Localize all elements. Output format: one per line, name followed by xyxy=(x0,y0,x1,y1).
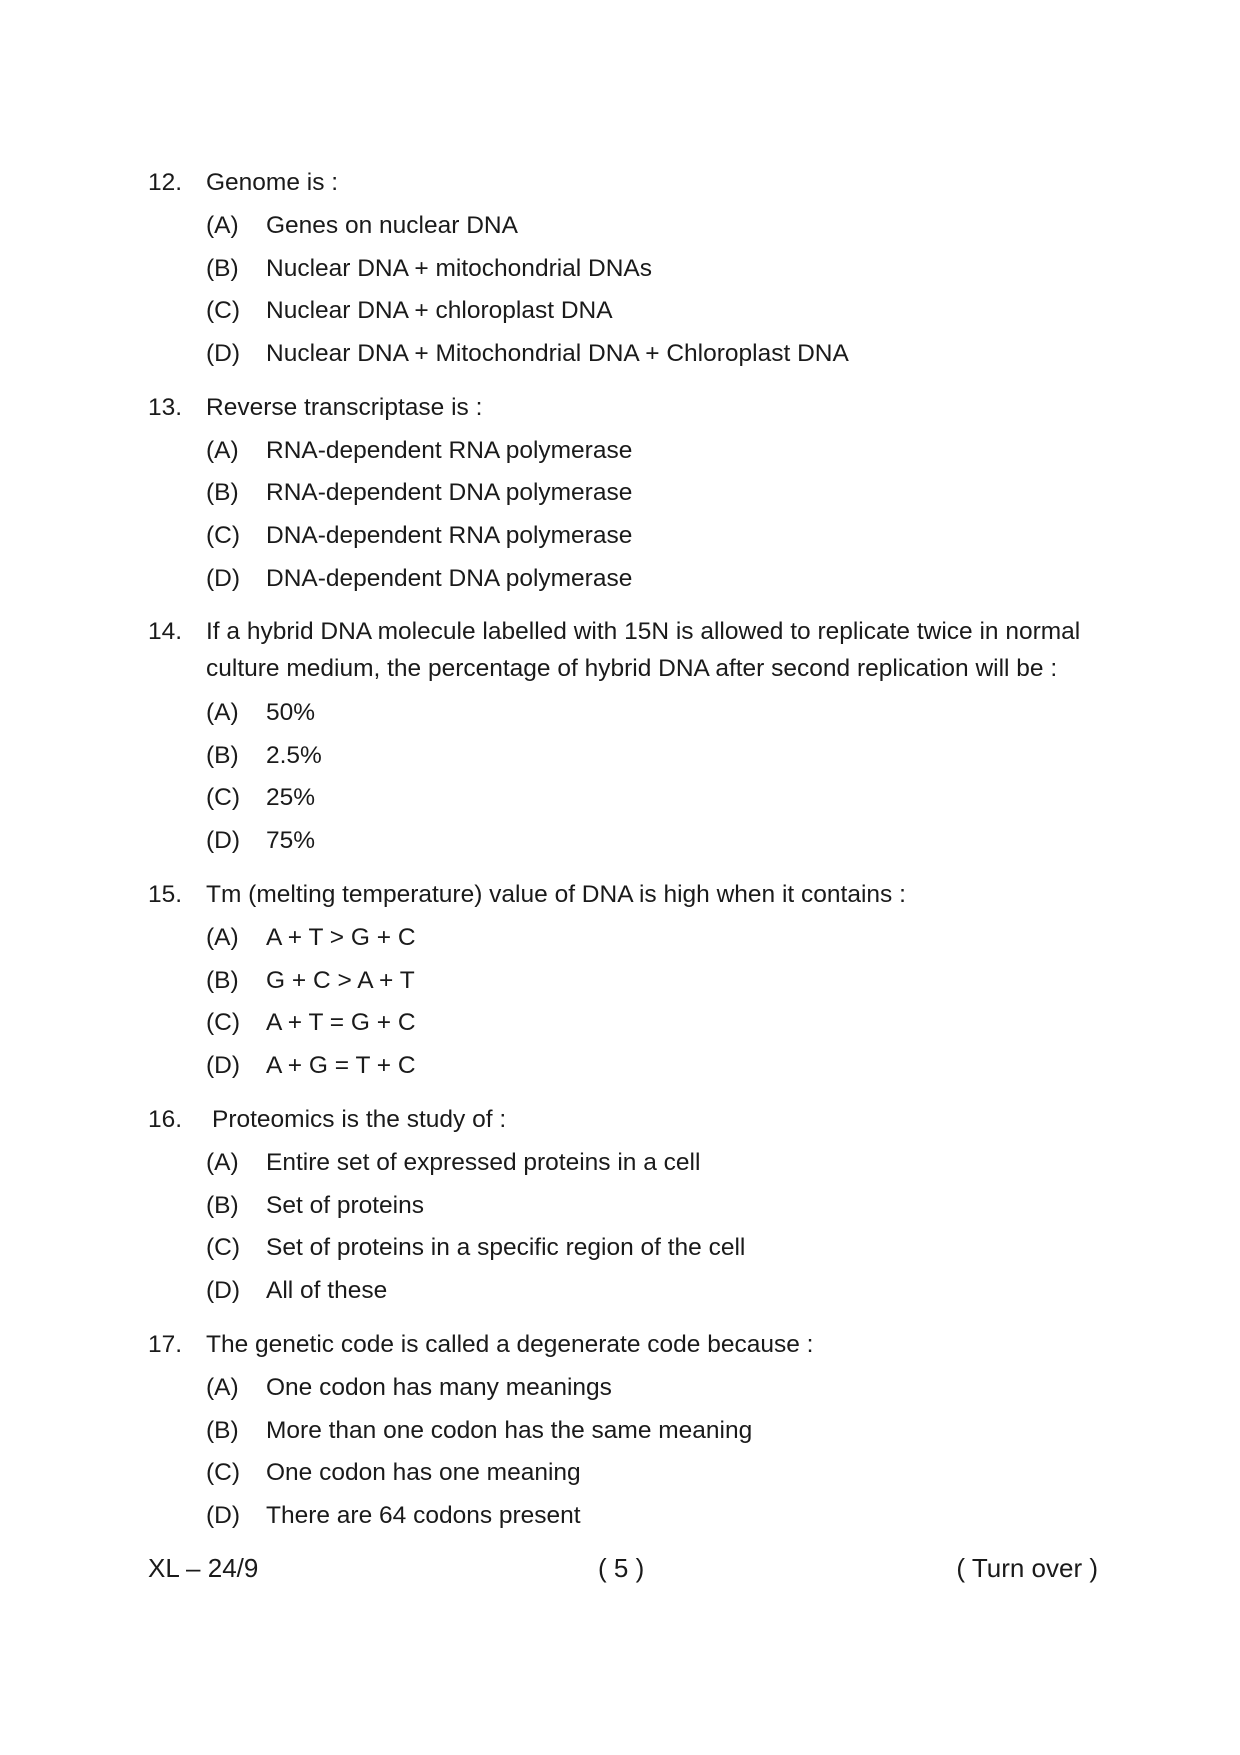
option-text: RNA-dependent DNA polymerase xyxy=(266,479,633,506)
option-label: (D) xyxy=(206,565,241,592)
option-label: (D) xyxy=(206,1277,241,1304)
option-label: (B) xyxy=(206,255,239,282)
question-number: 13. xyxy=(148,394,183,421)
option-label: (C) xyxy=(206,522,241,549)
option-label: (C) xyxy=(206,297,241,324)
option-text: One codon has many meanings xyxy=(266,1374,612,1401)
turn-over-note: ( Turn over ) xyxy=(956,1553,1098,1583)
option-label: (D) xyxy=(206,1052,241,1079)
option-label: (A) xyxy=(206,212,239,239)
option-text: Nuclear DNA + chloroplast DNA xyxy=(266,297,613,324)
question-text: Reverse transcriptase is : xyxy=(206,394,483,421)
option-label: (B) xyxy=(206,742,239,769)
option-label: (B) xyxy=(206,1192,239,1219)
option-text: RNA-dependent RNA polymerase xyxy=(266,437,633,464)
option-text: Genes on nuclear DNA xyxy=(266,212,518,239)
option-text: Nuclear DNA + mitochondrial DNAs xyxy=(266,255,653,282)
option-label: (C) xyxy=(206,1459,241,1486)
question-number: 15. xyxy=(148,881,183,908)
option-text: Entire set of expressed proteins in a cell xyxy=(266,1149,701,1176)
option-text: There are 64 codons present xyxy=(266,1502,581,1529)
option-text: All of these xyxy=(266,1277,388,1304)
question-text: The genetic code is called a degenerate code because : xyxy=(206,1331,814,1358)
option-label: (A) xyxy=(206,699,239,726)
option-label: (A) xyxy=(206,437,239,464)
option-label: (B) xyxy=(206,479,239,506)
option-text: A + T = G + C xyxy=(266,1009,416,1036)
option-text: DNA-dependent DNA polymerase xyxy=(266,565,633,592)
question-14 xyxy=(148,613,1108,693)
question-text: Proteomics is the study of : xyxy=(212,1106,507,1133)
option-text: One codon has one meaning xyxy=(266,1459,581,1486)
option-label: (D) xyxy=(206,1502,241,1529)
option-label: (B) xyxy=(206,1417,239,1444)
option-label: (A) xyxy=(206,1374,239,1401)
option-text: 50% xyxy=(266,699,316,726)
option-text: A + T > G + C xyxy=(266,924,416,951)
option-label: (C) xyxy=(206,1234,241,1261)
option-text: Set of proteins in a specific region of the cell xyxy=(266,1234,746,1261)
option-label: (C) xyxy=(206,1009,241,1036)
option-text: 25% xyxy=(266,784,316,811)
option-text: DNA-dependent RNA polymerase xyxy=(266,522,633,549)
question-number: 17. xyxy=(148,1331,183,1358)
option-text: 75% xyxy=(266,827,316,854)
option-text: 2.5% xyxy=(266,742,322,769)
option-label: (B) xyxy=(206,967,239,994)
option-text: G + C > A + T xyxy=(266,967,415,994)
option-text: A + G = T + C xyxy=(266,1052,416,1079)
paper-code: XL – 24/9 xyxy=(148,1553,259,1583)
option-label: (A) xyxy=(206,1149,239,1176)
option-label: (C) xyxy=(206,784,241,811)
page-number: ( 5 ) xyxy=(598,1553,645,1583)
option-text: More than one codon has the same meaning xyxy=(266,1417,753,1444)
question-number: 14. xyxy=(148,618,183,645)
option-label: (D) xyxy=(206,340,241,367)
question-text: Tm (melting temperature) value of DNA is high when it contains : xyxy=(206,881,906,908)
option-label: (D) xyxy=(206,827,241,854)
option-text: Set of proteins xyxy=(266,1192,424,1219)
question-number: 16. xyxy=(148,1106,183,1133)
question-text: Genome is : xyxy=(206,169,339,196)
question-text: If a hybrid DNA molecule labelled with 15N is allowed to replicate twice in normal culture medium, the percentage of hybrid DNA after second replication will be : xyxy=(206,618,1081,682)
question-number: 12. xyxy=(148,169,183,196)
option-text: Nuclear DNA + Mitochondrial DNA + Chloroplast DNA xyxy=(266,340,849,367)
option-label: (A) xyxy=(206,924,239,951)
